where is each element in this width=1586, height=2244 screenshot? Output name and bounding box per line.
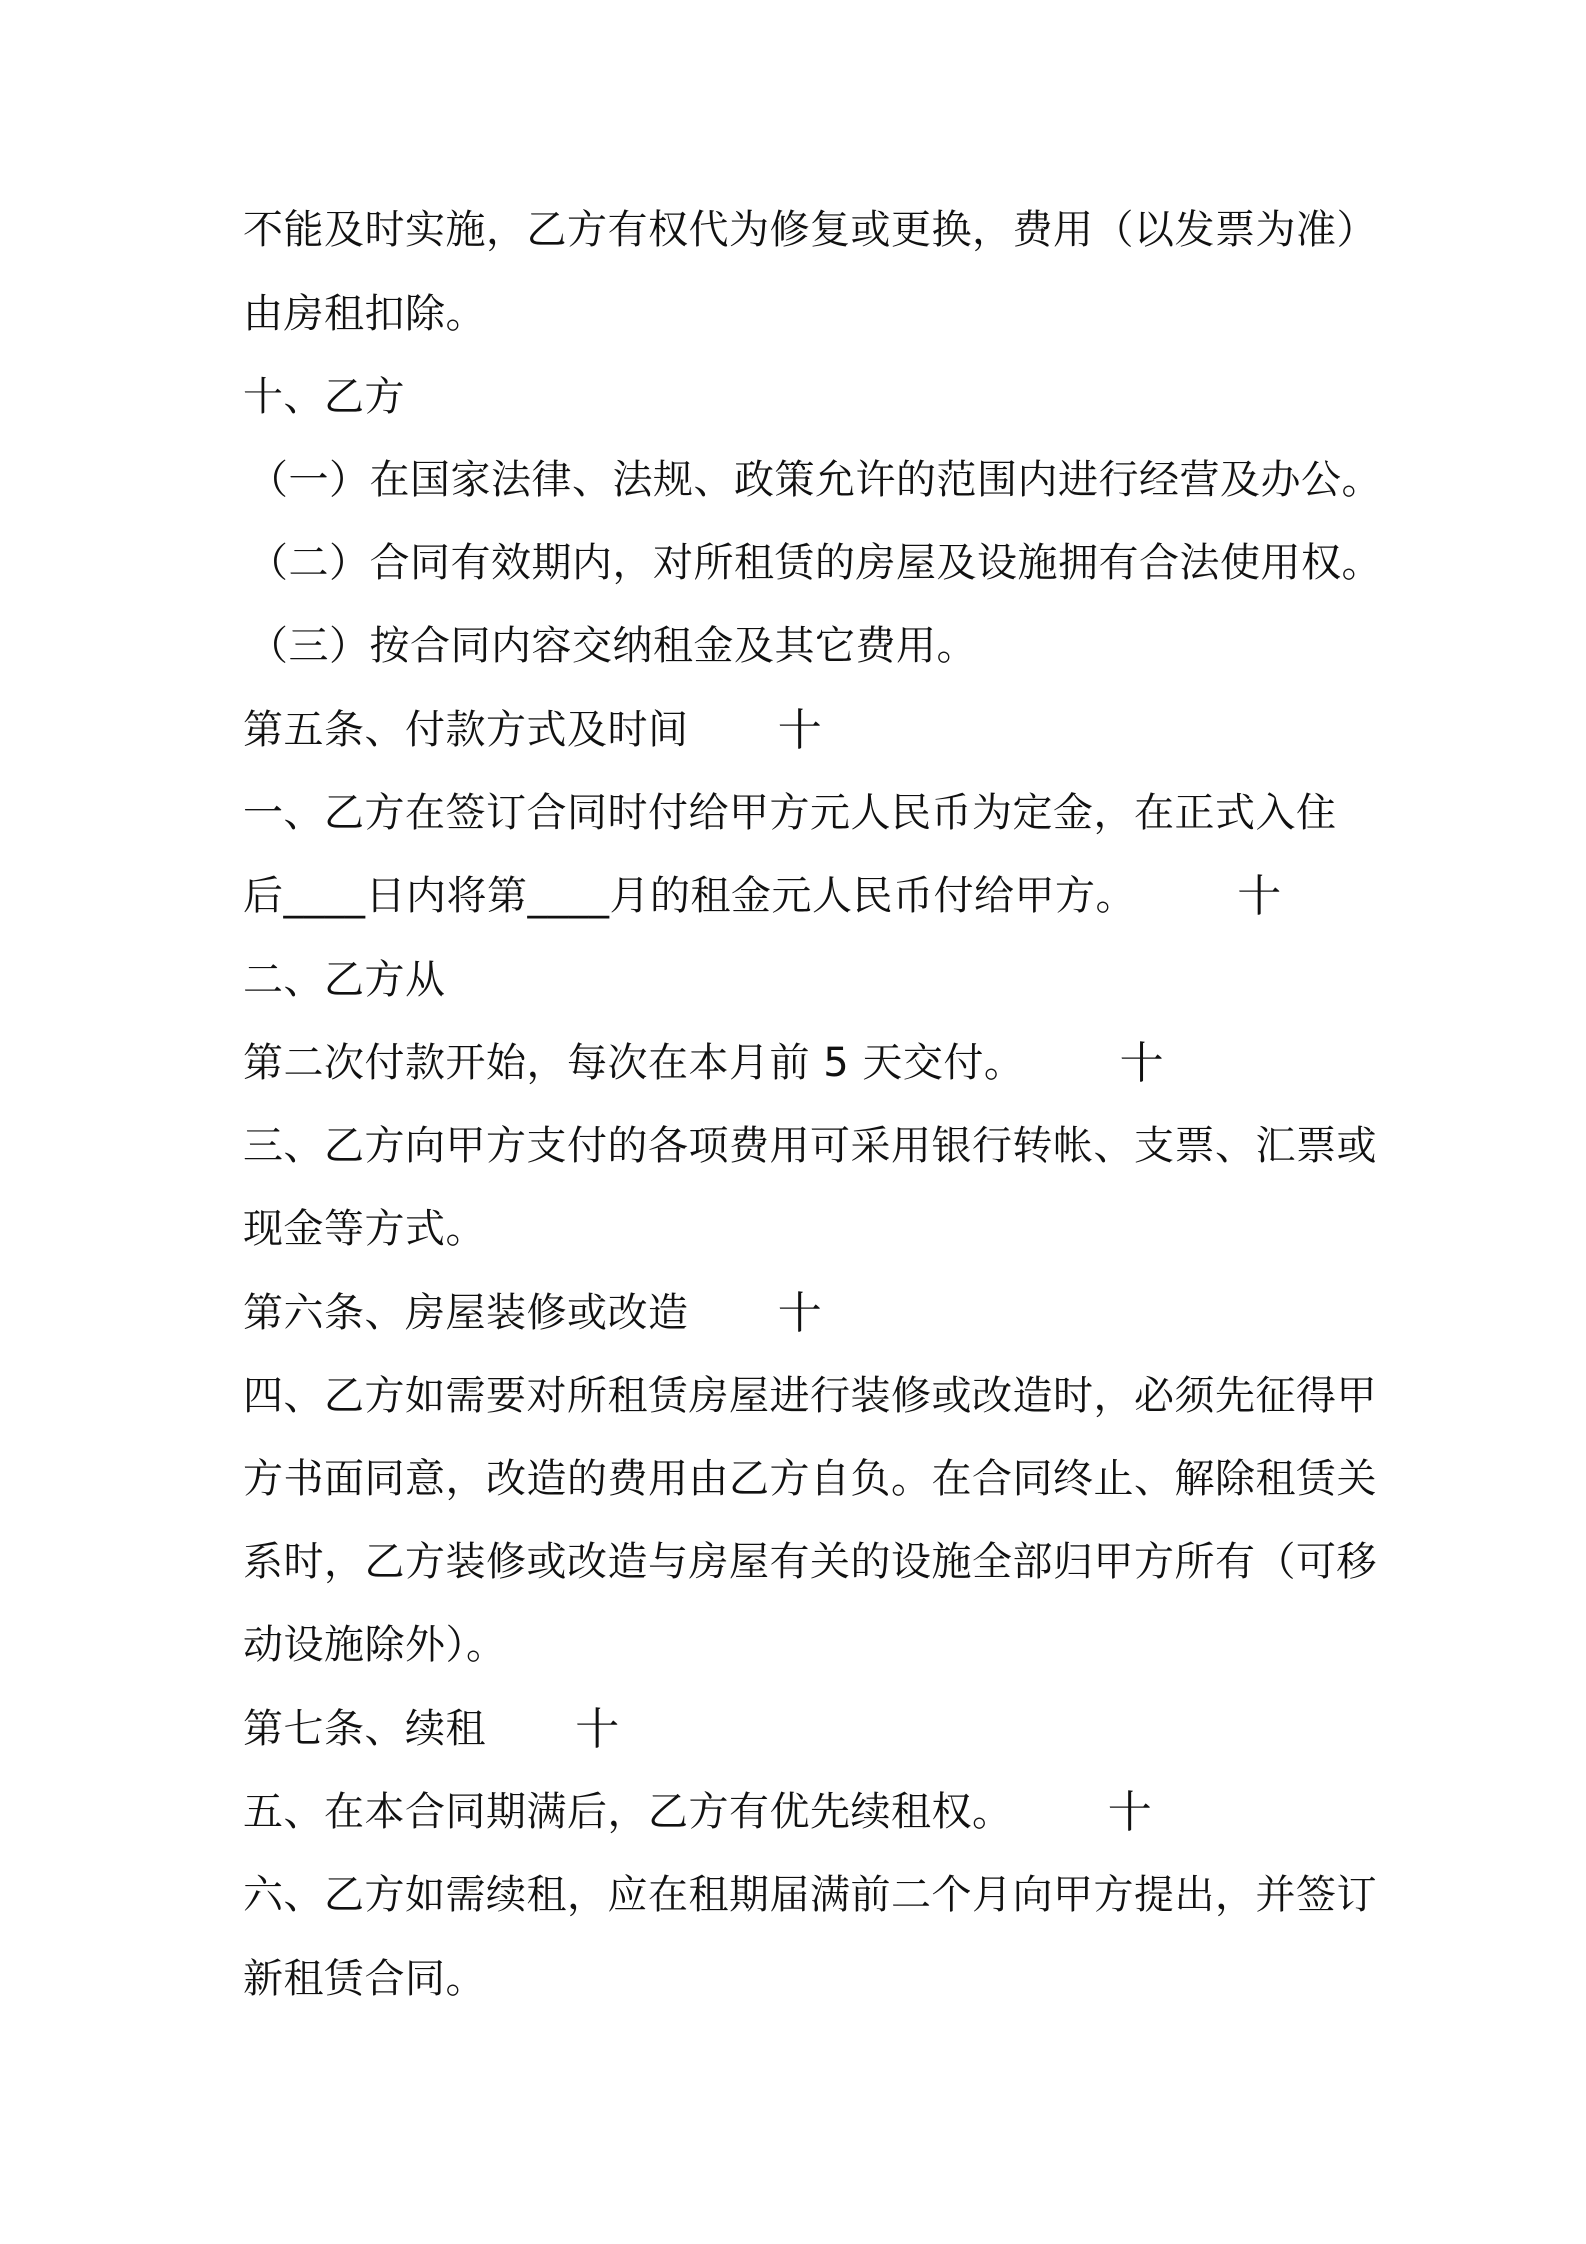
text-line-16 (243, 1451, 1377, 1507)
article-heading-5 (243, 702, 1363, 758)
line-text: 后____日内将第____月的租金元人民币付给甲方。 (243, 873, 1136, 919)
line-text: 一、乙方在签订合同时付给甲方元人民币为定金，在正式入住 (243, 790, 1337, 836)
line-text: 四、乙方如需要对所租赁房屋进行装修或改造时，必须先征得甲 (243, 1373, 1377, 1419)
plus-mark-icon: 十 (1237, 871, 1282, 922)
section-heading-ten-party-b (243, 369, 1363, 425)
article-heading-6 (243, 1285, 1363, 1341)
line-text: 第五条、付款方式及时间 (243, 707, 689, 753)
plus-mark-icon: 十 (1119, 1038, 1165, 1089)
line-text: （一）在国家法律、法规、政策允许的范围内进行经营及办公。 (248, 457, 1382, 503)
text-line-sub-1 (248, 452, 1382, 508)
line-text: 五、在本合同期满后，乙方有优先续租权。 (243, 1789, 1013, 1835)
text-line-15 (243, 1368, 1377, 1424)
plus-mark-icon: 十 (777, 705, 823, 756)
text-line-sub-3 (248, 618, 1368, 674)
plus-mark-icon: 十 (1107, 1787, 1153, 1838)
line-text: 方书面同意，改造的费用由乙方自负。在合同终止、解除租赁关 (243, 1456, 1377, 1502)
text-line-8 (243, 785, 1363, 841)
line-text: 六、乙方如需续租，应在租期届满前二个月向甲方提出，并签订 (243, 1872, 1377, 1918)
line-text: 十、乙方 (243, 374, 405, 420)
line-text: （三）按合同内容交纳租金及其它费用。 (248, 623, 977, 669)
text-line-1 (243, 202, 1377, 258)
line-text: 新租赁合同。 (243, 1956, 486, 2002)
plus-mark-icon: 十 (777, 1288, 823, 1339)
line-text: 三、乙方向甲方支付的各项费用可采用银行转帐、支票、汇票或 (243, 1123, 1377, 1169)
line-text: 系时，乙方装修或改造与房屋有关的设施全部归甲方所有（可移 (243, 1539, 1377, 1585)
line-text: 二、乙方从 (243, 957, 446, 1003)
text-line-13 (243, 1201, 1363, 1257)
text-line-17 (243, 1534, 1377, 1590)
text-line-12 (243, 1118, 1377, 1174)
text-line-11 (243, 1035, 1363, 1091)
line-text: （二）合同有效期内，对所租赁的房屋及设施拥有合法使用权。 (248, 540, 1382, 586)
line-text: 动设施除外）。 (243, 1622, 507, 1668)
plus-mark-icon: 十 (575, 1704, 620, 1755)
text-line-sub-2 (248, 535, 1382, 591)
article-heading-7 (243, 1701, 1363, 1757)
line-text: 现金等方式。 (243, 1206, 486, 1252)
line-text: 由房租扣除。 (243, 291, 486, 337)
text-line-20 (243, 1784, 1363, 1840)
text-line-18 (243, 1617, 1363, 1673)
text-line-10 (243, 952, 1363, 1008)
text-line-9 (243, 868, 1363, 924)
line-text: 第七条、续租 (243, 1706, 486, 1752)
text-line-21 (243, 1867, 1377, 1923)
line-text: 不能及时实施，乙方有权代为修复或更换，费用（以发票为准） (243, 207, 1377, 253)
line-text: 第二次付款开始，每次在本月前 5 天交付。 (243, 1040, 1025, 1086)
line-text: 第六条、房屋装修或改造 (243, 1290, 689, 1336)
text-line-22 (243, 1951, 1363, 2007)
text-line-2 (243, 286, 1363, 342)
